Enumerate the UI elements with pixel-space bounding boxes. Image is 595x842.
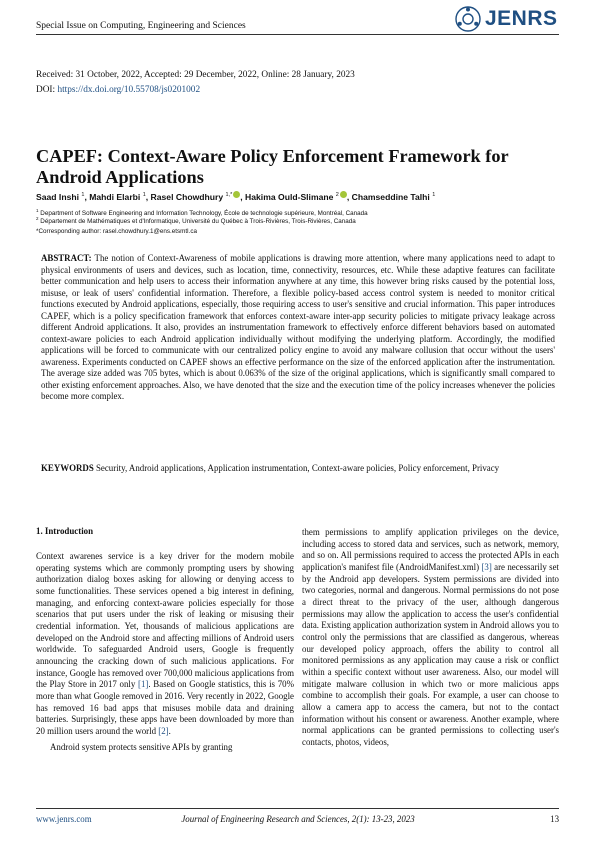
author-name: Mahdi Elarbi xyxy=(89,192,141,202)
keywords-label: KEYWORDS xyxy=(41,463,94,473)
header-divider xyxy=(36,34,559,35)
paper-title: CAPEF: Context-Aware Policy Enforcement Framework for Android Applications xyxy=(36,146,509,187)
affiliation xyxy=(36,216,356,225)
abstract-label: ABSTRACT: xyxy=(41,253,92,263)
paragraph xyxy=(302,527,559,748)
author-list: Saad Inshi $^1$, Mahdi Elarbi $^1$, Rasel Chowdhury $^{1,*}$ , Hakima Ould-Slimane $^2$ , Chamseddine Talhi $^1$ xyxy=(36,192,436,202)
footer-divider xyxy=(36,808,559,809)
corresponding-author: *Corresponding author: rasel.chowdhury.1@ens.etsmtl.ca xyxy=(36,228,197,235)
author-affil-sup: 1 xyxy=(81,192,85,199)
keywords-text: Security, Android applications, Application instrumentation, Context-aware policies, Policy enforcement, Privacy xyxy=(95,463,500,473)
paragraph-text: are necessarily set by the Android app developers. System permissions are divided into two categories, normal and dangerous. Normal permissions do not pose a direct threat to the privacy of the user, although dangerous permissions may allow the application to access the user's confidential data. Existing application authorization system in Android allows you to control only the permissions that are classified as dangerous, whereas our developed policy approach, offers the ability to control all monitored permissions as any application may cause a risk or conflict within a specific context without user awareness. Also, our model will mitigate malware collusion in which two or more malicious apps combine to accomplish their goals. For example, a user can choose to allow a camera app to access the camera, but not to the contact information without his consent or awareness. Another example, where normal applications can be granted permissions to collecting user's contacts, photos, videos, xyxy=(302,561,560,747)
author-name: Chamseddine Talhi xyxy=(351,192,430,202)
doi-label: DOI: xyxy=(36,85,56,95)
paragraph xyxy=(36,551,294,738)
citation-link[interactable]: [2] xyxy=(158,725,169,736)
abstract-text: The notion of Context-Awareness of mobile applications is drawing more attention, where many applications need to adapt to physical environments of users and devices, such as location, time, connectivity, resources, etc. While these adaptive features can facilitate better communication and help users to access their information anywhere at any time, this however bring risks caused by the potential loss, misuse, or leak of users' confidential information. Therefore, a flexible policy-based access control system is needed to monitor critical functions executed by Android applications, especially, those requiring access to user's sensitive and crucial information. This paper introduces CAPEF, which is a policy specification framework that enforces context-aware inter-app security policies to mitigate privacy leakage across different Android applications. It also, provides an instrumentation framework to effectively enforce different behaviors based on automated context-aware policies to each Android application individually without modifying the underlying platform. Accordingly, the modified applications will be forced to communicate with our centralized policy engine to avoid any malware collusion that occur without the users' awareness. Experiments conducted on CAPEF shows an effective performance on the size of the enforced application after the instrumentation. The average size added was 705 bytes, which is about 0.063% of the size of the original applications, which is significantly small compared to other existing enforcement approaches. Also, we have denoted that the size and the execution time of the policy increases whenever the policies become more complex. xyxy=(41,253,555,401)
footer-website-link[interactable]: www.jenrs.com xyxy=(36,814,92,824)
abstract xyxy=(41,253,555,403)
affiliation-text: Département de Mathématiques et d'Informatique, Université du Québec à Trois-Rivières, Trois-Rivières, Canada xyxy=(40,218,356,226)
jenrs-logo xyxy=(455,3,558,35)
author-name: Rasel Chowdhury xyxy=(150,192,224,202)
author-name: Saad Inshi xyxy=(36,192,79,202)
keywords xyxy=(41,463,555,475)
jenrs-logo-icon xyxy=(455,6,481,32)
affiliation-sup: 1 xyxy=(36,208,39,213)
logo-wordmark: JENRS xyxy=(485,7,558,30)
left-column xyxy=(36,551,294,753)
affiliation-sup: 2 xyxy=(36,216,39,221)
author-affil-sup: 1,* xyxy=(225,192,233,199)
author-affil-sup: 1 xyxy=(432,192,436,199)
doi-line xyxy=(36,85,200,95)
footer-journal-citation: Journal of Engineering Research and Sciences, 2(1): 13-23, 2023 xyxy=(181,814,415,824)
paragraph-text: them permissions to amplify application privileges on the device, including access to stored data and services, such as network, memory, and so on. All permissions required to access the protected APIs in each application's manifest file (AndroidManifest.xml) xyxy=(302,527,559,572)
paragraph-text: Context awarenes service is a key driver for the modern mobile operating systems which are commonly prompting users by showing authorization dialog boxes asking for allowing or denying access to some functionalities. These services opened a big interest in defining, managing, and enforcing context-aware policies especially for those scenarios that put users under the risk of leaking or misusing their credential information. Yet, thousands of malicious applications are developed on the Android store and affecting millions of Android users worldwide. To safeguarded Android users, Google is frequently announcing the cracking down of such malicious applications. For instance, Google has removed over 700,000 malicious applications from the Play Store in 2017 only xyxy=(36,551,294,690)
orcid-icon[interactable] xyxy=(340,191,347,198)
author-affil-sup: 1 xyxy=(142,192,146,199)
section-heading: 1. Introduction xyxy=(36,526,94,536)
paragraph-text: . xyxy=(168,725,171,736)
citation-link[interactable]: [1] xyxy=(138,679,149,690)
citation-link[interactable]: [3] xyxy=(481,561,492,572)
paragraph: Android system protects sensitive APIs by granting xyxy=(50,741,233,752)
right-column xyxy=(302,527,559,748)
paragraph-text: . Based on Google statistics, this is 70% more than what Google removed in 2016. Very recently in 2022, Google has removed 16 bad apps that misuses mobile data and draining batteries. Surprisingly, these apps have been downloaded by more than 20 million users around the world xyxy=(36,679,294,736)
orcid-icon[interactable] xyxy=(233,191,240,198)
page-number: 13 xyxy=(550,814,559,824)
affiliation-text: Department of Software Engineering and Information Technology, École de technologie supérieure, Montréal, Canada xyxy=(40,210,368,218)
author-affil-sup: 2 xyxy=(335,192,339,199)
author-name: Hakima Ould-Slimane xyxy=(245,192,334,202)
doi-link[interactable]: https://dx.doi.org/10.55708/js0201002 xyxy=(57,85,201,95)
journal-issue-header: Special Issue on Computing, Engineering and Sciences xyxy=(36,21,246,31)
publication-dates: Received: 31 October, 2022, Accepted: 29 December, 2022, Online: 28 January, 2023 xyxy=(36,70,355,80)
